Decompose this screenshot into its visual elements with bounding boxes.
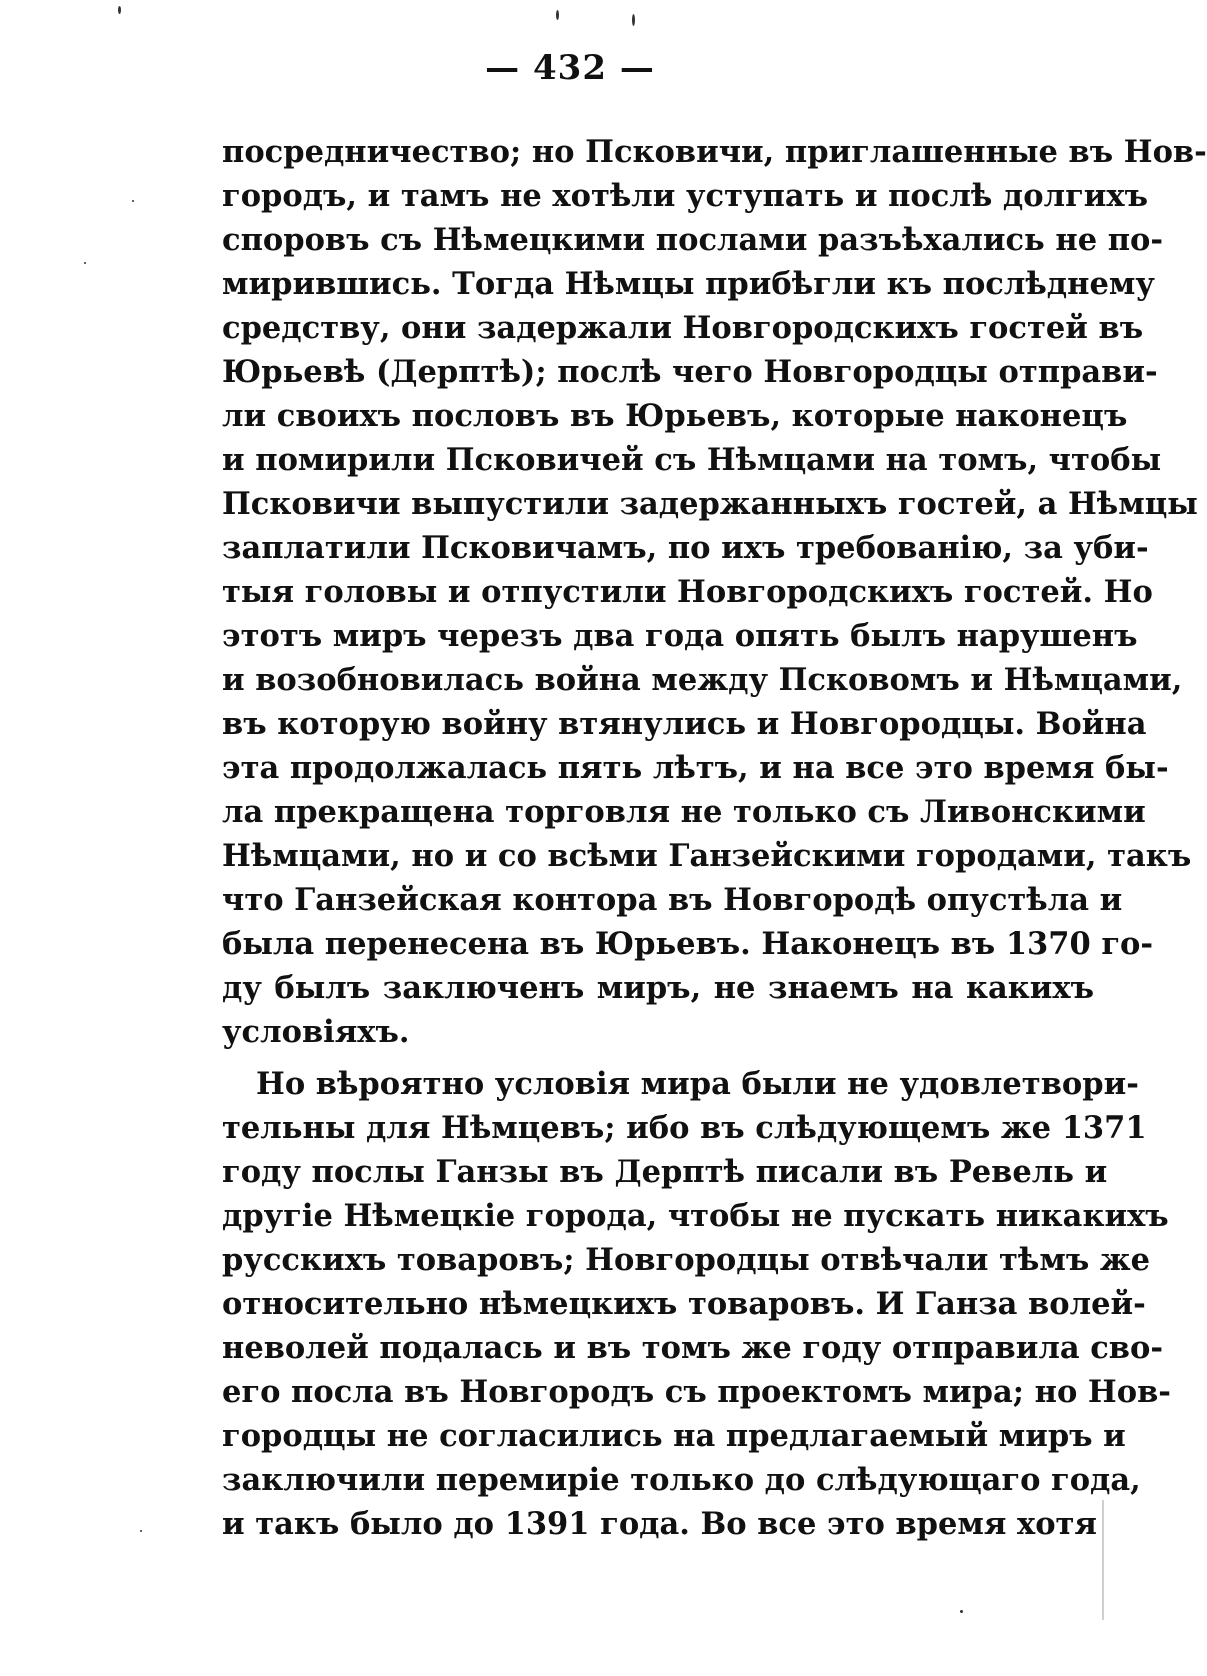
text-line: заключили перемиріе только до слѣдующаго года, <box>222 1462 1141 1498</box>
page-edge-shadow <box>1102 1500 1104 1620</box>
print-speck <box>960 1610 963 1613</box>
text-line: посредничество; но Псковичи, приглашенные въ Нов- <box>222 134 1207 170</box>
text-line: относительно нѣмецкихъ товаровъ. И Ганза волей- <box>222 1286 1146 1322</box>
text-line: заплатили Псковичамъ, по ихъ требованію, за уби- <box>222 530 1149 566</box>
text-line: ла прекращена торговля не только съ Ливонскими <box>222 794 1146 830</box>
text-line: была перенесена въ Юрьевъ. Наконецъ въ 1370 го- <box>222 926 1154 962</box>
text-line: мирившись. Тогда Нѣмцы прибѣгли къ послѣднему <box>222 266 1155 302</box>
print-speck <box>632 14 635 26</box>
text-line: и возобновилась война между Псковомъ и Нѣмцами, <box>222 662 1183 698</box>
text-line: неволей подалась и въ томъ же году отправила сво- <box>222 1330 1163 1366</box>
page-number: — 432 — <box>485 48 655 88</box>
text-line: Юрьевѣ (Дерптѣ); послѣ чего Новгородцы отправи- <box>222 354 1158 390</box>
text-line: тыя головы и отпустили Новгородскихъ гостей. Но <box>222 574 1153 610</box>
text-line: что Ганзейская контора въ Новгородѣ опустѣла и <box>222 882 1123 918</box>
print-speck <box>118 6 121 14</box>
text-line: этотъ миръ черезъ два года опять былъ нарушенъ <box>222 618 1138 654</box>
text-line: ли своихъ пословъ въ Юрьевъ, которые наконецъ <box>222 398 1128 434</box>
print-speck <box>84 262 86 264</box>
body-text <box>222 130 1207 1546</box>
text-line: городъ, и тамъ не хотѣли уступать и послѣ долгихъ <box>222 178 1148 214</box>
text-line: его посла въ Новгородъ съ проектомъ мира; но Нов- <box>222 1374 1171 1410</box>
paragraph-gap <box>222 1054 1094 1062</box>
text-line: году послы Ганзы въ Дерптѣ писали въ Ревель и <box>222 1154 1108 1190</box>
text-line: ду былъ заключенъ миръ, не знаемъ на какихъ <box>222 970 1094 1006</box>
paragraph <box>222 130 1207 1054</box>
text-line: другіе Нѣмецкіе города, чтобы не пускать никакихъ <box>222 1198 1169 1234</box>
text-line: городцы не согласились на предлагаемый миръ и <box>222 1418 1126 1454</box>
text-line: споровъ съ Нѣмецкими послами разъѣхались не по- <box>222 222 1164 258</box>
text-line: эта продолжалась пять лѣтъ, и на все это время бы- <box>222 750 1169 786</box>
text-line: условіяхъ. <box>222 1014 410 1050</box>
text-line: и такъ было до 1391 года. Во все это время хотя <box>222 1506 1097 1542</box>
print-speck <box>556 10 559 20</box>
text-line: и помирили Псковичей съ Нѣмцами на томъ, чтобы <box>222 442 1162 478</box>
print-speck <box>140 1530 142 1532</box>
print-speck <box>132 200 134 202</box>
paragraph <box>222 1062 1171 1546</box>
text-line: Псковичи выпустили задержанныхъ гостей, а Нѣмцы <box>222 486 1198 522</box>
text-line: средству, они задержали Новгородскихъ гостей въ <box>222 310 1144 346</box>
text-line: русскихъ товаровъ; Новгородцы отвѣчали тѣмъ же <box>222 1242 1151 1278</box>
text-line: тельны для Нѣмцевъ; ибо въ слѣдующемъ же 1371 <box>222 1110 1147 1146</box>
text-line: въ которую войну втянулись и Новгородцы. Война <box>222 706 1147 742</box>
text-line: Нѣмцами, но и со всѣми Ганзейскими городами, такъ <box>222 838 1192 874</box>
text-line: Но вѣроятно условія мира были не удовлетвори- <box>256 1066 1139 1102</box>
